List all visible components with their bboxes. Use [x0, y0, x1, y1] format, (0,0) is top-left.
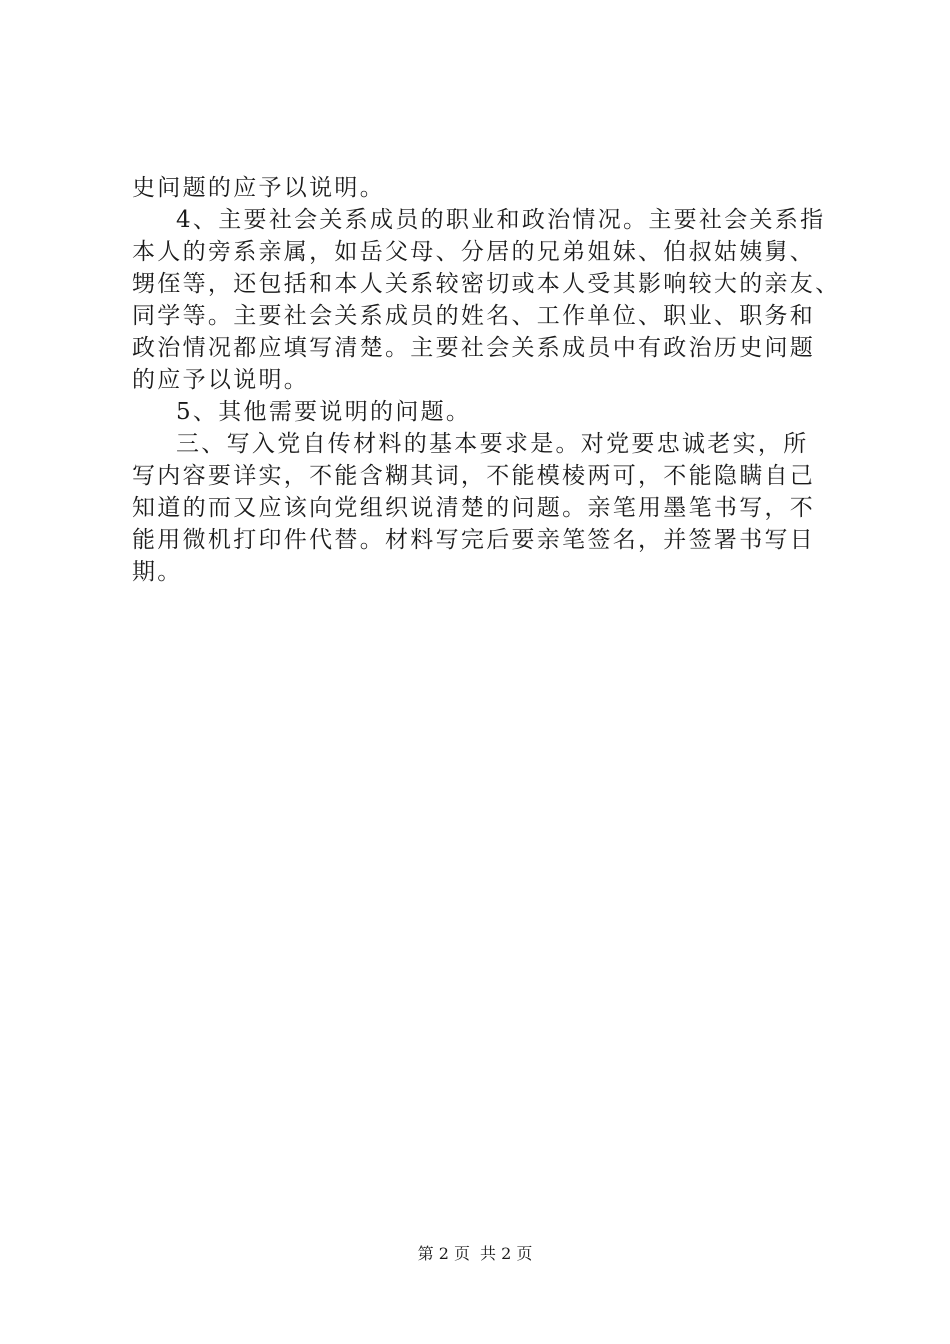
body-line: 期。 [132, 559, 183, 585]
body-line: 能用微机打印件代替。材料写完后要亲笔签名，并签署书写日 [132, 527, 816, 553]
body-line: 同学等。主要社会关系成员的姓名、工作单位、职业、职务和 [132, 303, 816, 329]
body-line: 政治情况都应填写清楚。主要社会关系成员中有政治历史问题 [132, 335, 816, 361]
document-body [132, 172, 850, 588]
page-number-current: 第 2 页 [417, 1244, 470, 1263]
body-line: 5、其他需要说明的问题。 [176, 399, 472, 425]
body-line: 4、主要社会关系成员的职业和政治情况。主要社会关系指 [176, 207, 826, 233]
body-line: 甥侄等，还包括和本人关系较密切或本人受其影响较大的亲友、 [132, 271, 841, 297]
body-line: 的应予以说明。 [132, 367, 310, 393]
page-footer [0, 1243, 950, 1265]
body-line: 史问题的应予以说明。 [132, 175, 385, 201]
body-line: 三、写入党自传材料的基本要求是。对党要忠诚老实，所 [176, 431, 809, 457]
body-line: 写内容要详实，不能含糊其词，不能模棱两可，不能隐瞒自己 [132, 463, 816, 489]
page-number-total: 共 2 页 [480, 1244, 533, 1263]
body-line: 知道的而又应该向党组织说清楚的问题。亲笔用墨笔书写，不 [132, 495, 816, 521]
body-line: 本人的旁系亲属，如岳父母、分居的兄弟姐妹、伯叔姑姨舅、 [132, 239, 816, 265]
